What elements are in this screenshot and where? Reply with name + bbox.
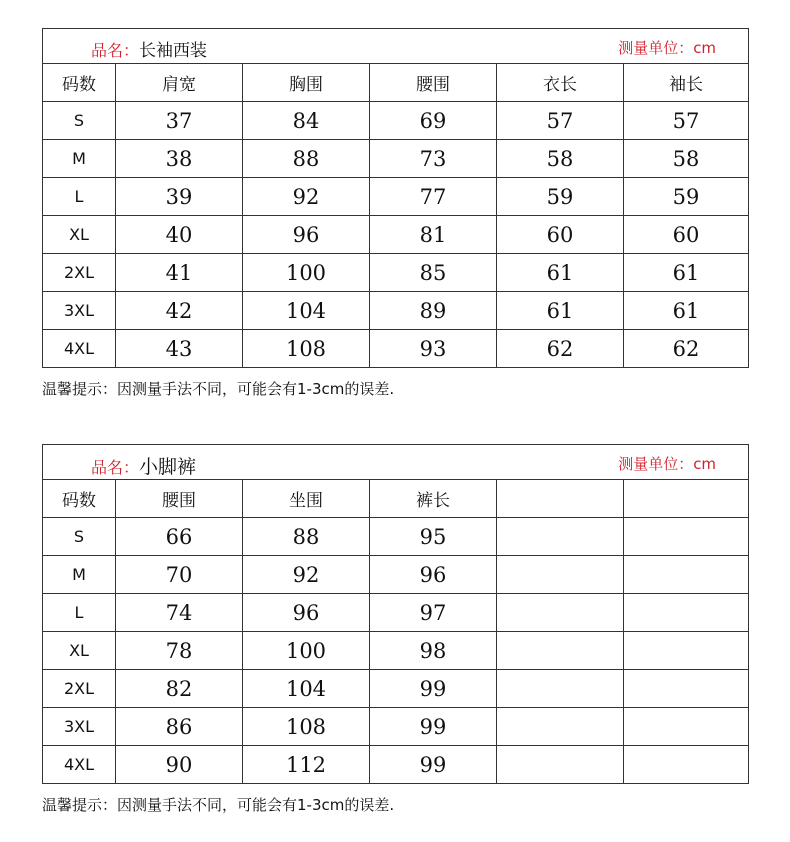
size-cell: L: [43, 178, 116, 216]
table-cell: 59: [624, 178, 749, 216]
table-cell: 40: [116, 216, 243, 254]
size-cell: S: [43, 518, 116, 556]
size-cell: XL: [43, 632, 116, 670]
table-cell: 92: [243, 178, 370, 216]
table-cell: 81: [370, 216, 497, 254]
table-cell: 61: [624, 254, 749, 292]
table-cell: 82: [116, 670, 243, 708]
table-cell: 104: [243, 292, 370, 330]
table-cell: [624, 708, 749, 746]
size-cell: 3XL: [43, 292, 116, 330]
table-cell: 60: [497, 216, 624, 254]
table-cell: 42: [116, 292, 243, 330]
table-cell: 61: [624, 292, 749, 330]
table-title-row: [43, 29, 749, 64]
table-row: [43, 330, 749, 368]
table-header-row: [43, 480, 749, 518]
table-cell: 96: [370, 556, 497, 594]
product-name-label: 品名：长袖西装: [91, 41, 208, 61]
table-row: [43, 632, 749, 670]
column-header: 裤长: [370, 480, 497, 518]
table-cell: 108: [243, 330, 370, 368]
table-cell: 41: [116, 254, 243, 292]
measurement-tip: 温馨提示：因测量手法不同，可能会有1-3cm的误差.: [42, 796, 395, 814]
column-header: 肩宽: [116, 64, 243, 102]
product-name: 长袖西装: [139, 41, 208, 61]
size-cell: 3XL: [43, 708, 116, 746]
table-cell: 58: [497, 140, 624, 178]
table-cell: 88: [243, 140, 370, 178]
table-cell: 69: [370, 102, 497, 140]
table-cell: 95: [370, 518, 497, 556]
table-cell: [624, 556, 749, 594]
table-cell: [497, 632, 624, 670]
column-header: 码数: [43, 480, 116, 518]
size-cell: 2XL: [43, 254, 116, 292]
table-cell: 37: [116, 102, 243, 140]
size-table-suit: [42, 28, 749, 368]
size-table-pants: [42, 444, 749, 784]
table-cell: [624, 632, 749, 670]
table-row: [43, 216, 749, 254]
table-cell: 57: [497, 102, 624, 140]
table-cell: 58: [624, 140, 749, 178]
table-cell: 61: [497, 292, 624, 330]
table-cell: [497, 708, 624, 746]
table-title-row: [43, 445, 749, 480]
size-cell: 2XL: [43, 670, 116, 708]
table-cell: 99: [370, 746, 497, 784]
table-row: [43, 102, 749, 140]
size-cell: L: [43, 594, 116, 632]
column-header: 码数: [43, 64, 116, 102]
column-header: [624, 480, 749, 518]
column-header: 腰围: [116, 480, 243, 518]
size-cell: M: [43, 556, 116, 594]
table-cell: 98: [370, 632, 497, 670]
size-cell: XL: [43, 216, 116, 254]
size-cell: M: [43, 140, 116, 178]
table-cell: 108: [243, 708, 370, 746]
table-cell: 92: [243, 556, 370, 594]
measurement-tip: 温馨提示：因测量手法不同，可能会有1-3cm的误差.: [42, 380, 395, 398]
table-cell: 66: [116, 518, 243, 556]
table-cell: 90: [116, 746, 243, 784]
column-header: 胸围: [243, 64, 370, 102]
table-row: [43, 556, 749, 594]
table-row: [43, 254, 749, 292]
table-row: [43, 518, 749, 556]
table-cell: 96: [243, 216, 370, 254]
table-cell: 62: [497, 330, 624, 368]
product-name: 小脚裤: [139, 456, 197, 478]
table-cell: 38: [116, 140, 243, 178]
table-row: [43, 594, 749, 632]
table-cell: [497, 594, 624, 632]
table-cell: 85: [370, 254, 497, 292]
table-cell: 100: [243, 632, 370, 670]
table-cell: 73: [370, 140, 497, 178]
table-cell: 100: [243, 254, 370, 292]
table-cell: 70: [116, 556, 243, 594]
table-cell: 60: [624, 216, 749, 254]
table-cell: 78: [116, 632, 243, 670]
table-cell: [497, 556, 624, 594]
column-header: [497, 480, 624, 518]
table-cell: 99: [370, 708, 497, 746]
table-cell: 96: [243, 594, 370, 632]
table-row: [43, 746, 749, 784]
table-row: [43, 708, 749, 746]
table-cell: [624, 594, 749, 632]
table-cell: 61: [497, 254, 624, 292]
table-cell: 62: [624, 330, 749, 368]
table-header-row: [43, 64, 749, 102]
table-cell: 93: [370, 330, 497, 368]
column-header: 腰围: [370, 64, 497, 102]
table-cell: [624, 670, 749, 708]
column-header: 袖长: [624, 64, 749, 102]
column-header: 衣长: [497, 64, 624, 102]
table-cell: 59: [497, 178, 624, 216]
size-cell: S: [43, 102, 116, 140]
table-row: [43, 292, 749, 330]
size-cell: 4XL: [43, 746, 116, 784]
table-cell: 97: [370, 594, 497, 632]
size-cell: 4XL: [43, 330, 116, 368]
table-cell: 84: [243, 102, 370, 140]
table-row: [43, 140, 749, 178]
table-cell: 43: [116, 330, 243, 368]
product-name-label: 品名：小脚裤: [91, 456, 197, 478]
table-cell: 112: [243, 746, 370, 784]
table-cell: [624, 518, 749, 556]
table-row: [43, 670, 749, 708]
unit-label: 测量单位：cm: [618, 39, 717, 57]
table-cell: 74: [116, 594, 243, 632]
unit-label: 测量单位：cm: [618, 455, 717, 473]
table-cell: 88: [243, 518, 370, 556]
table-cell: 86: [116, 708, 243, 746]
column-header: 坐围: [243, 480, 370, 518]
table-cell: [497, 670, 624, 708]
table-cell: 39: [116, 178, 243, 216]
table-cell: 77: [370, 178, 497, 216]
table-cell: 99: [370, 670, 497, 708]
table-cell: [497, 746, 624, 784]
table-row: [43, 178, 749, 216]
table-cell: [624, 746, 749, 784]
table-cell: 57: [624, 102, 749, 140]
table-cell: 89: [370, 292, 497, 330]
table-cell: [497, 518, 624, 556]
table-cell: 104: [243, 670, 370, 708]
